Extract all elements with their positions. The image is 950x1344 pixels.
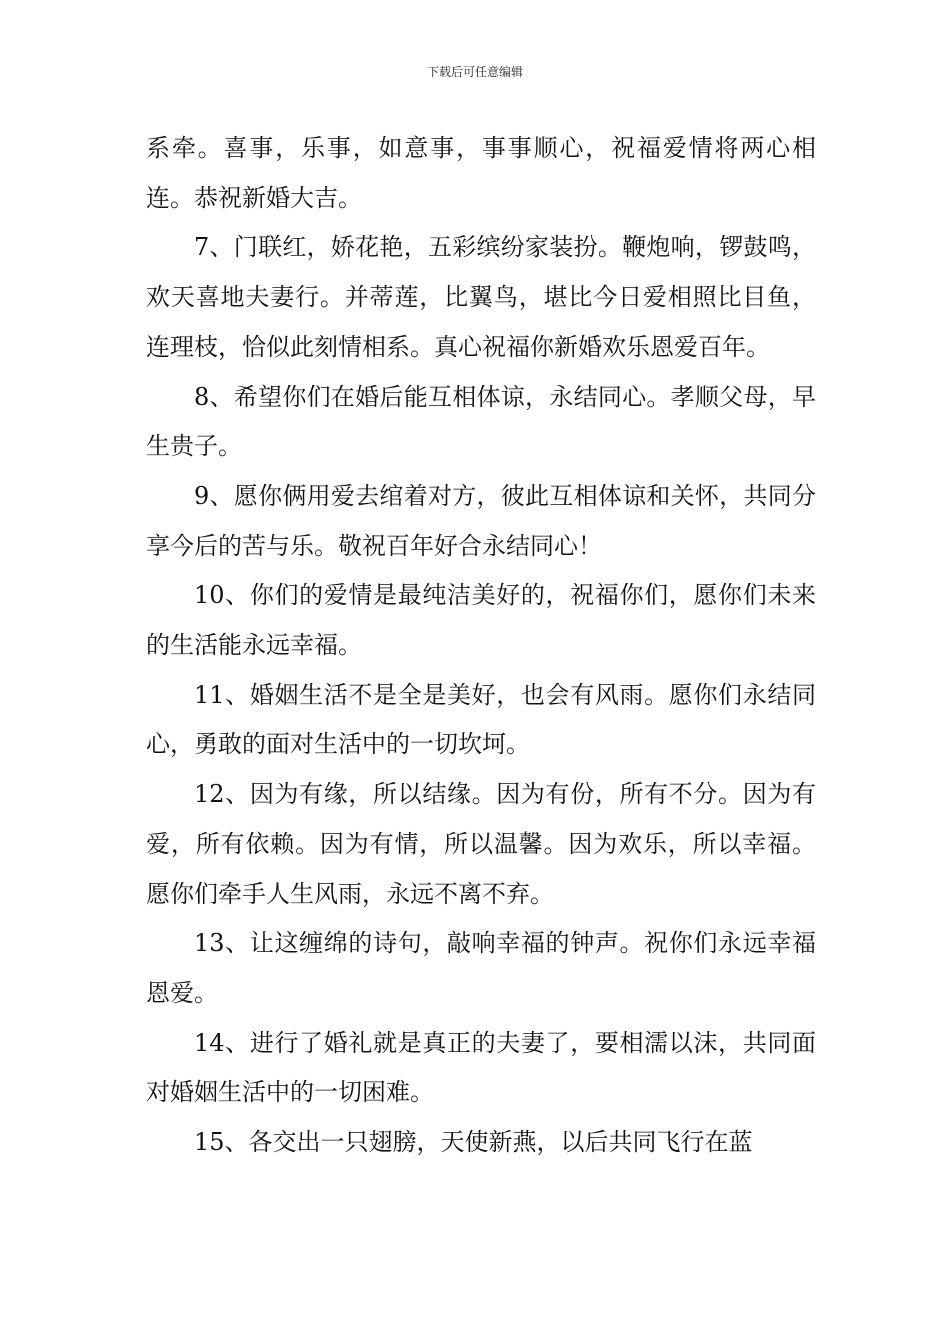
paragraph-item-8: 8、希望你们在婚后能互相体谅，永结同心。孝顺父母，早生贵子。 xyxy=(146,382,816,461)
paragraph-item-14: 14、进行了婚礼就是真正的夫妻了，要相濡以沫，共同面对婚姻生活中的一切困难。 xyxy=(146,1028,816,1107)
paragraph-item-15: 15、各交出一只翅膀，天使新燕，以后共同飞行在蓝 xyxy=(194,1128,753,1157)
paragraph-item-12: 12、因为有缘，所以结缘。因为有份，所有不分。因为有爱，所有依赖。因为有情，所以温馨。因为欢乐，所以幸福。愿你们牵手人生风雨，永远不离不弃。 xyxy=(146,780,816,908)
paragraph-item-13: 13、让这缠绵的诗句，敲响幸福的钟声。祝你们永远幸福恩爱。 xyxy=(146,929,816,1007)
paragraph-item-7: 7、门联红，娇花艳，五彩缤纷家装扮。鞭炮响，锣鼓鸣，欢天喜地夫妻行。并蒂莲，比翼鸟，堪比今日爱相照比目鱼，连理枝，恰似此刻情相系。真心祝福你新婚欢乐恩爱百年。 xyxy=(146,233,816,361)
paragraph-item-11: 11、婚姻生活不是全是美好，也会有风雨。愿你们永结同心，勇敢的面对生活中的一切坎坷。 xyxy=(146,680,816,759)
paragraph-item-10: 10、你们的爱情是最纯洁美好的，祝福你们，愿你们未来的生活能永远幸福。 xyxy=(146,581,816,660)
page-header: 下载后可任意编辑 xyxy=(426,65,523,79)
paragraph-continuation: 系牵。喜事，乐事，如意事，事事顺心，祝福爱情将两心相连。恭祝新婚大吉。 xyxy=(146,134,816,212)
document-body xyxy=(146,124,816,1168)
paragraph-item-9: 9、愿你俩用爱去绾着对方，彼此互相体谅和关怀，共同分享今后的苦与乐。敬祝百年好合永结同心！ xyxy=(146,481,816,560)
